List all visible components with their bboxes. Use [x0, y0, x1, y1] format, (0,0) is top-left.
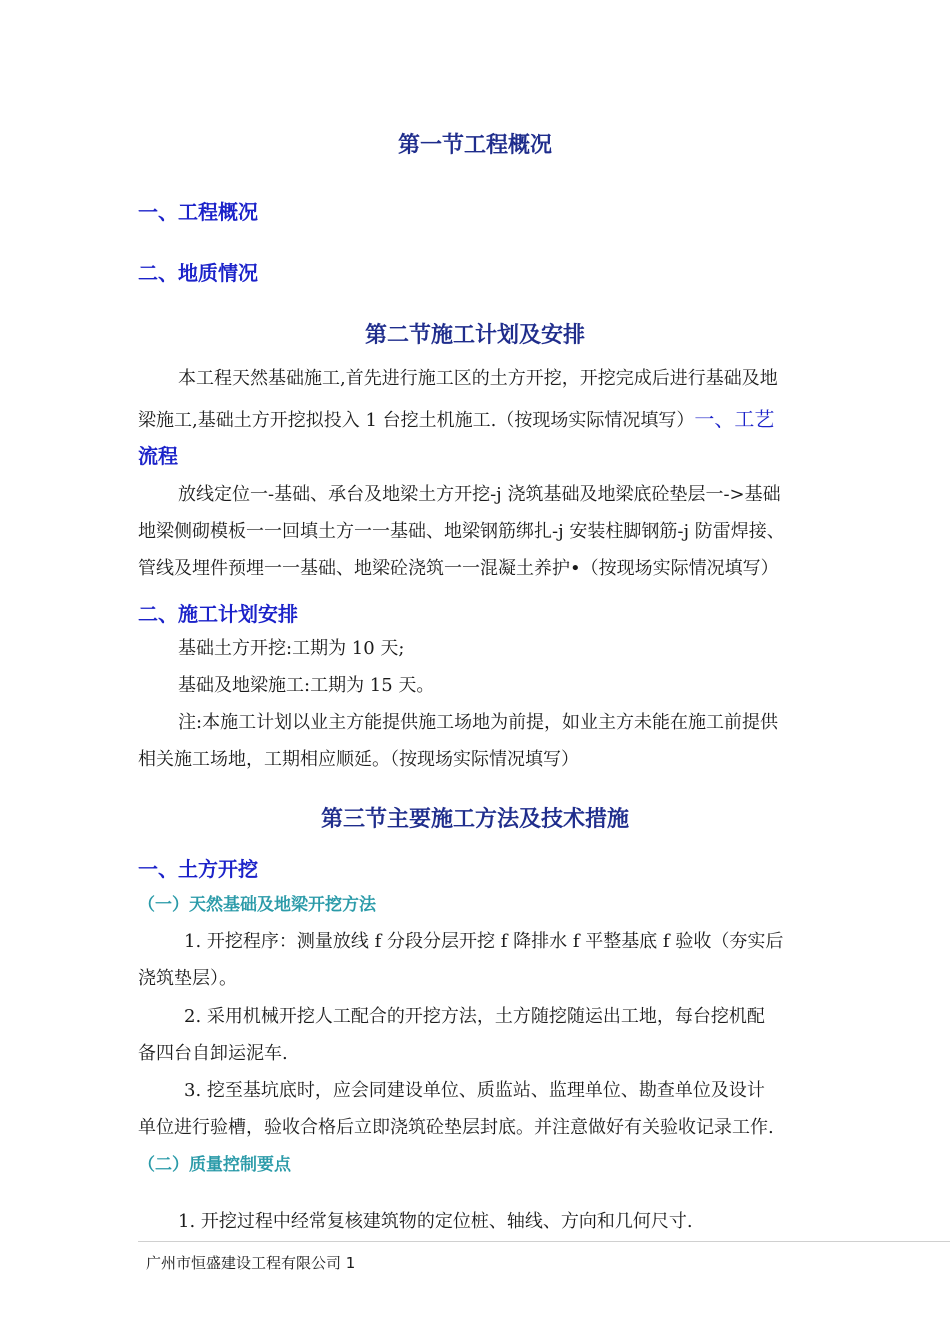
flow-line: 放线定位一-基础、承台及地梁土方开挖-j 浇筑基础及地梁底砼垫层一->基础 — [178, 484, 781, 505]
list-item: 2. 采用机械开挖人工配合的开挖方法，土方随挖随运出工地，每台挖机配 — [184, 1006, 765, 1027]
footer-company: 广州市恒盛建设工程有限公司 1 — [146, 1254, 356, 1272]
heading-construction-plan: 二、施工计划安排 — [138, 602, 298, 626]
paragraph-line — [138, 403, 774, 432]
paragraph-text: 梁施工,基础土方开挖拟投入 1 台挖土机施工.（按现场实际情况填写） — [138, 410, 695, 431]
heading-process-inline: 一、工艺 — [694, 407, 775, 431]
section-3-title: 第三节主要施工方法及技术措施 — [320, 807, 629, 832]
list-item: 1. 开挖程序：测量放线 f 分段分层开挖 f 降排水 f 平整基底 f 验收（夯实后 — [184, 931, 784, 952]
footer-divider — [138, 1241, 950, 1242]
list-item: 3. 挖至基坑底时，应会同建设单位、质监站、监理单位、勘查单位及设计 — [184, 1080, 765, 1101]
paragraph-line: 本工程天然基础施工,首先进行施工区的土方开挖，开挖完成后进行基础及地 — [178, 368, 778, 389]
list-item: 1. 开挖过程中经常复核建筑物的定位桩、轴线、方向和几何尺寸. — [178, 1211, 693, 1232]
flow-line: 地梁侧砌模板一一回填土方一一基础、地梁钢筋绑扎-j 安装柱脚钢筋-j 防雷焊接、 — [138, 521, 785, 542]
subheading-quality-control: （二）质量控制要点 — [138, 1155, 291, 1175]
note-line: 注:本施工计划以业主方能提供施工场地为前提，如业主方未能在施工前提供 — [178, 712, 779, 733]
heading-process-flow: 流程 — [138, 444, 178, 468]
flow-line: 管线及埋件预埋一一基础、地梁砼浇筑一一混凝土养护•（按现场实际情况填写） — [138, 558, 779, 579]
heading-project-overview: 一、工程概况 — [138, 200, 258, 224]
note-line: 相关施工场地，工期相应顺延。（按现场实际情况填写） — [138, 749, 579, 770]
section-1-title: 第一节工程概况 — [397, 133, 552, 158]
subheading-excavation-method: （一）天然基础及地梁开挖方法 — [138, 895, 376, 915]
plan-item: 基础土方开挖:工期为 10 天; — [178, 638, 405, 659]
list-item-continuation: 备四台自卸运泥车. — [138, 1043, 288, 1064]
plan-item: 基础及地梁施工:工期为 15 天。 — [178, 675, 435, 696]
heading-earthwork: 一、土方开挖 — [138, 857, 258, 881]
heading-geology: 二、地质情况 — [138, 261, 258, 285]
list-item-continuation: 浇筑垫层）。 — [138, 968, 237, 989]
list-item-continuation: 单位进行验槽，验收合格后立即浇筑砼垫层封底。并注意做好有关验收记录工作. — [138, 1117, 774, 1138]
section-2-title: 第二节施工计划及安排 — [364, 323, 585, 348]
